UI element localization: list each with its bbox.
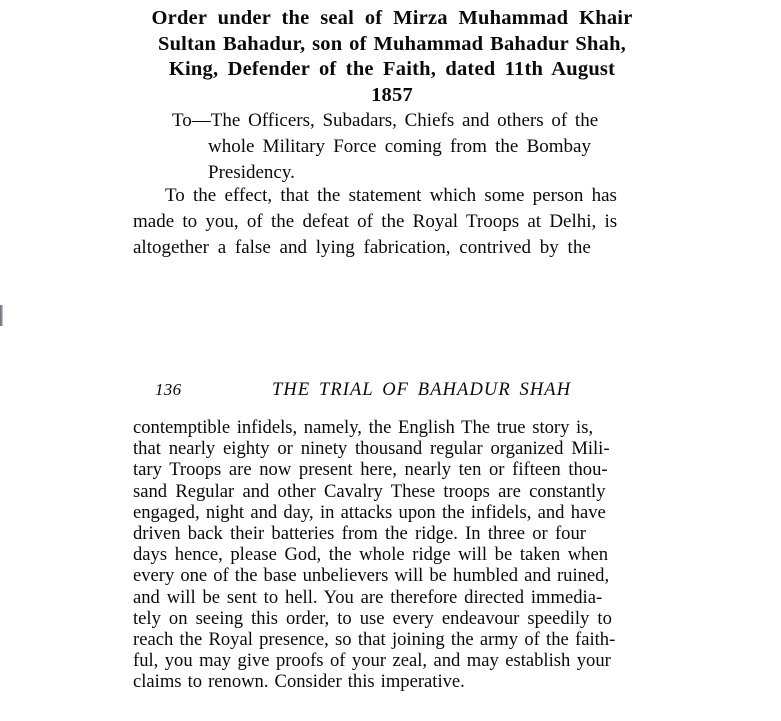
body-line-10: tely on seeing this order, to use every endeavour speedily to — [133, 607, 612, 629]
body-line-8: every one of the base unbelievers will be humbled and ruined, — [133, 565, 610, 587]
order-heading — [138, 6, 646, 108]
body-paragraph — [133, 417, 666, 692]
body-line-2: that nearly eighty or ninety thousand regular organized Mili- — [133, 438, 610, 460]
intro-line-3: altogether a false and lying fabrication, contrived by the — [133, 237, 591, 258]
intro-line-2: made to you, of the defeat of the Royal Troops at Delhi, is — [133, 211, 618, 232]
page-number: 136 — [155, 380, 182, 399]
body-line-6: driven back their batteries from the ridge. In three or four — [133, 522, 586, 544]
scan-edge-artifact — [0, 305, 3, 326]
body-line-4: sand Regular and other Cavalry These troops are constantly — [133, 480, 606, 502]
body-line-1: contemptible infidels, namely, the English The true story is, — [133, 417, 594, 438]
addressee-line-2: whole Military Force coming from the Bombay — [208, 136, 591, 157]
body-line-13: claims to renown. Consider this imperative. — [133, 671, 465, 693]
body-line-11: reach the Royal presence, so that joining the army of the faith- — [133, 628, 616, 650]
addressee-line-1: To—The Officers, Subadars, Chiefs and others of the — [172, 110, 599, 131]
body-line-7: days hence, please God, the whole ridge will be taken when — [133, 544, 609, 566]
running-head-title: THE TRIAL OF BAHADUR SHAH — [272, 380, 572, 400]
intro-line-1: To the effect, that the statement which some person has — [165, 185, 617, 206]
addressee-block — [172, 108, 640, 186]
body-line-12: ful, you may give proofs of your zeal, and may establish your — [133, 650, 611, 672]
body-line-9: and will be sent to hell. You are therefore directed immedia- — [133, 586, 603, 608]
body-line-5: engaged, night and day, in attacks upon the infidels, and have — [133, 501, 606, 523]
order-heading-line-4: 1857 — [371, 83, 413, 106]
order-heading-line-3: King, Defender of the Faith, dated 11th August — [168, 58, 616, 80]
body-line-3: tary Troops are now present here, nearly ten or fifteen thou- — [133, 459, 608, 481]
order-heading-line-2: Sultan Bahadur, son of Muhammad Bahadur Shah, — [157, 32, 627, 55]
running-head — [133, 380, 662, 402]
order-heading-line-1: Order under the seal of Mirza Muhammad Khair — [151, 7, 633, 29]
intro-paragraph — [133, 183, 662, 261]
addressee-line-3: Presidency. — [208, 162, 295, 183]
